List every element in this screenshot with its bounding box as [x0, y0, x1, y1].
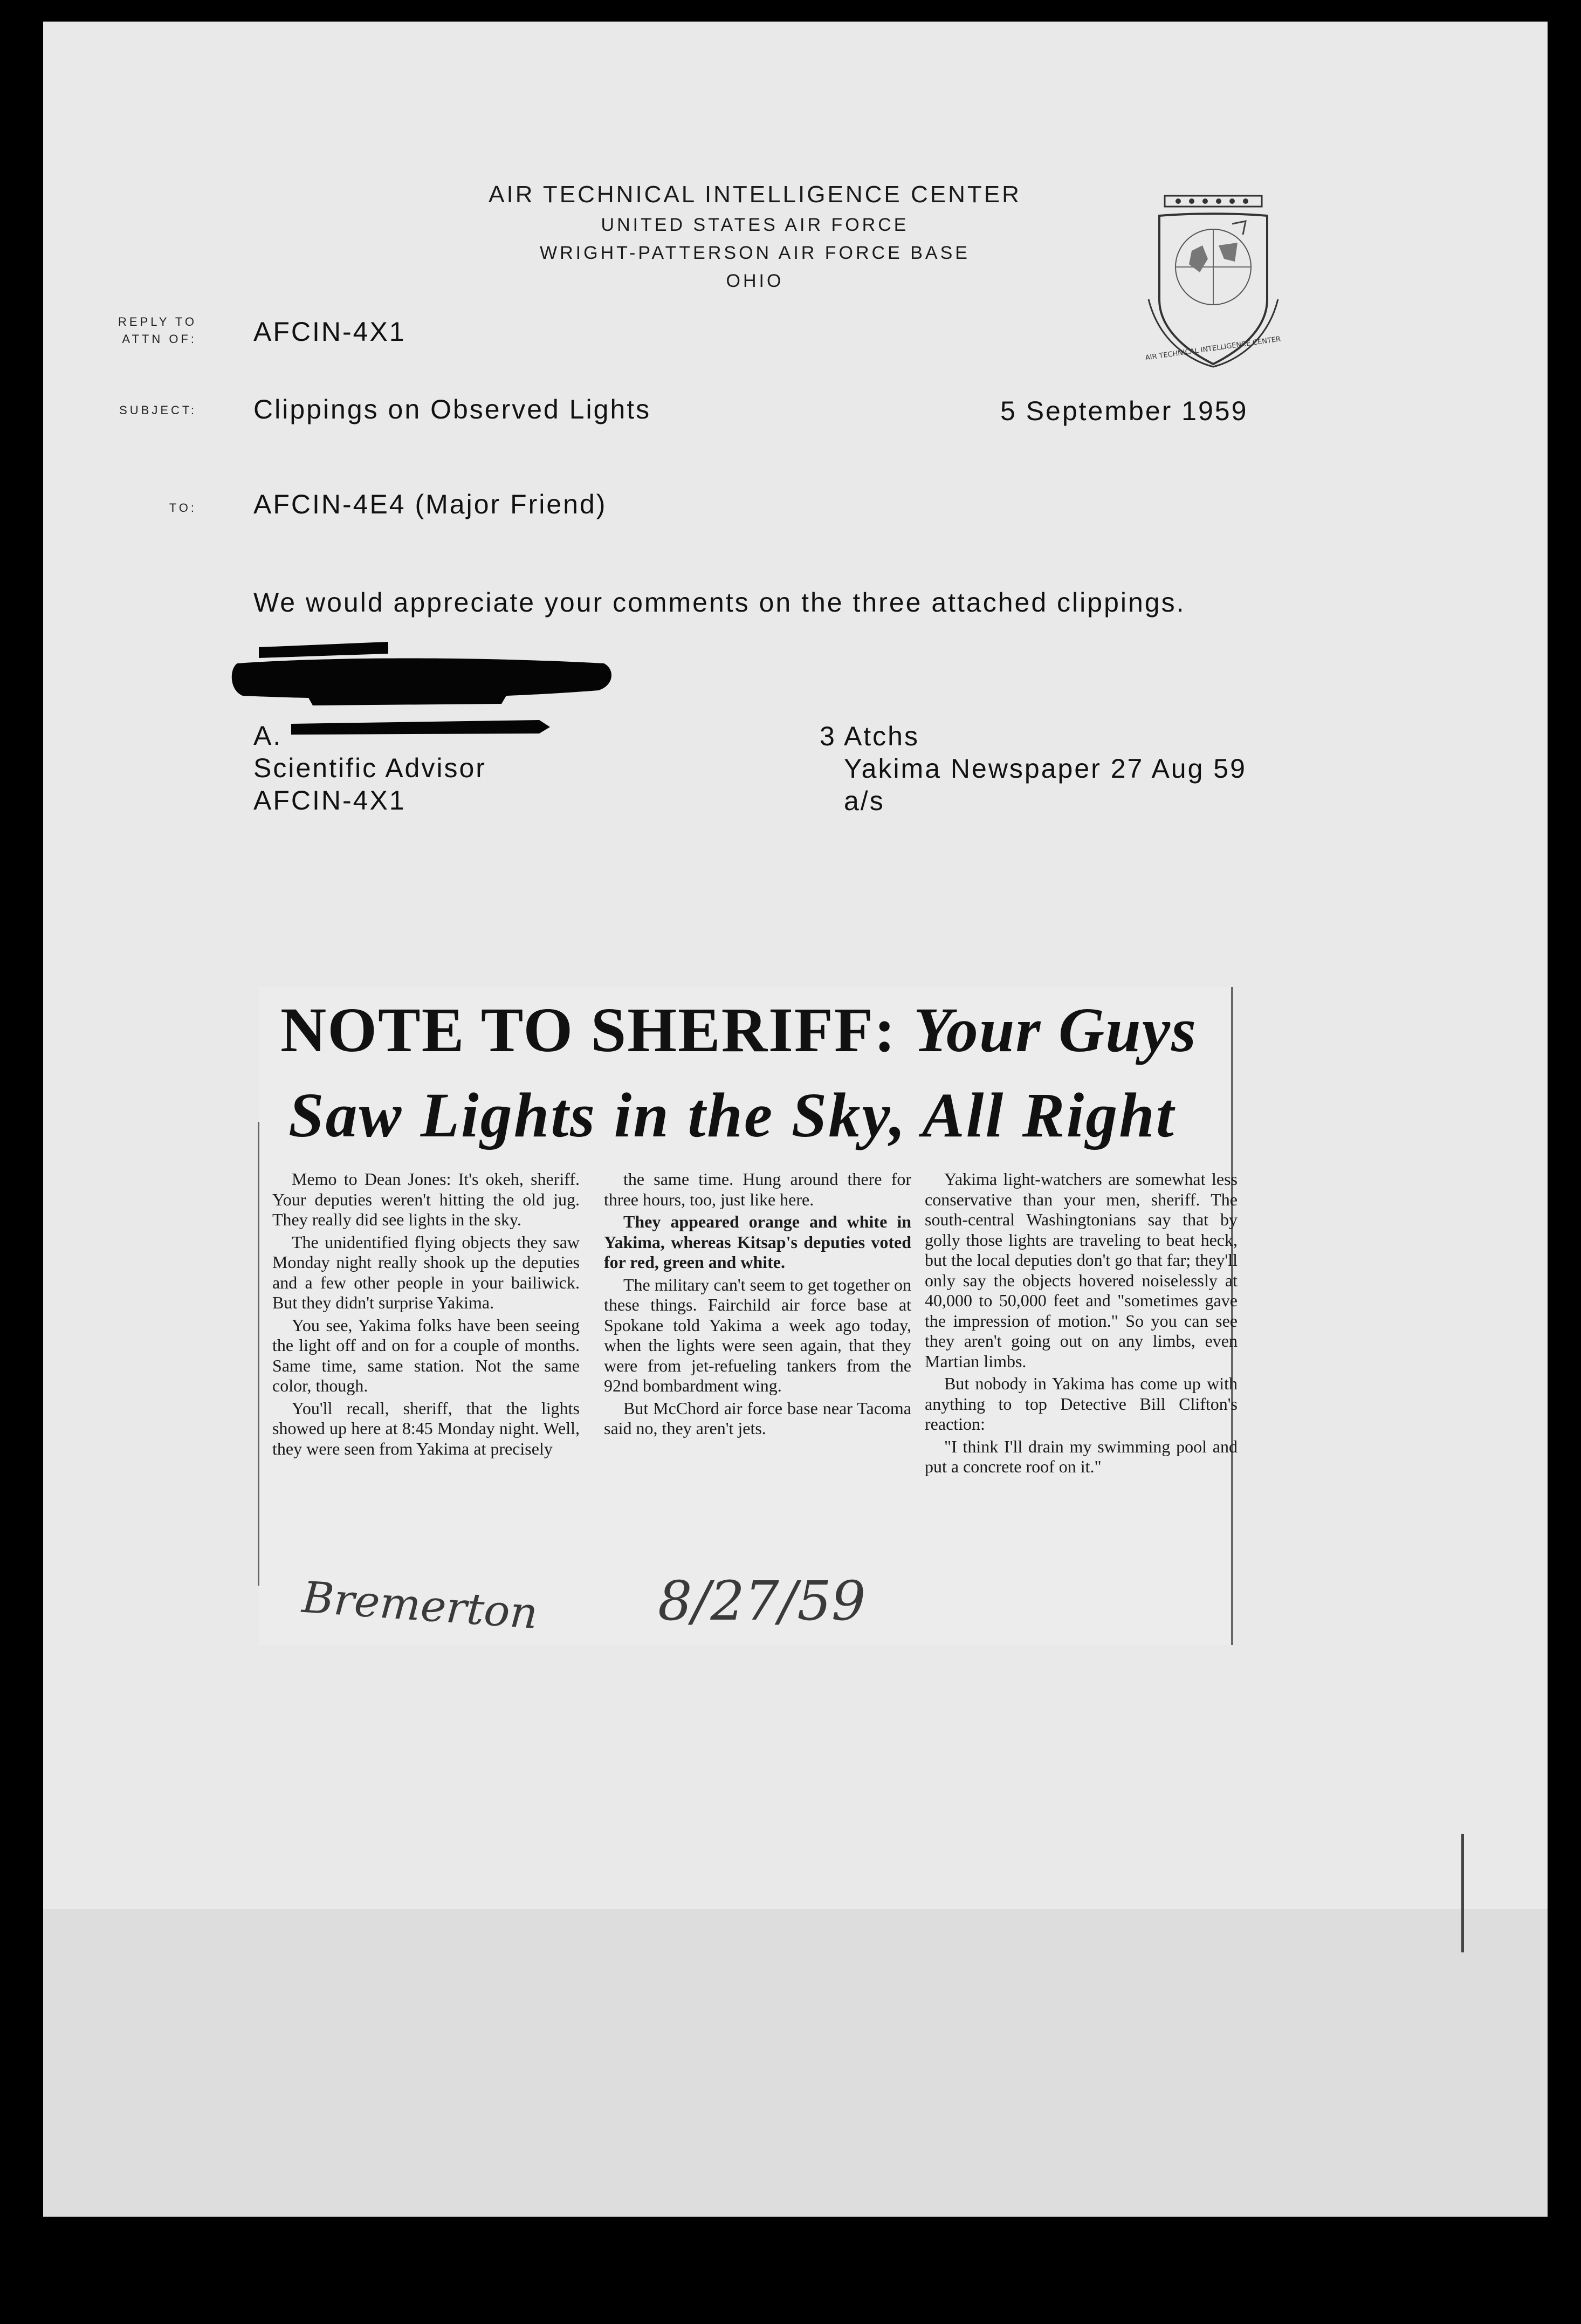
column-1-paragraph: Memo to Dean Jones: It's okeh, sheriff. Your deputies weren't hitting the old jug. They really did see lights in the sky. [272, 1169, 580, 1229]
column-2-paragraph: the same time. Hung around there for three hours, too, just like here. [604, 1169, 911, 1209]
attachment-2: a/s [844, 786, 885, 816]
attachments-count: 3 Atchs [820, 721, 919, 751]
signer-title: Scientific Advisor [253, 753, 486, 783]
column-1-paragraph: You see, Yakima folks have been seeing the light off and on for a couple of months. Same time, same station. Not the same color, though. [272, 1315, 580, 1395]
clipping-left-edge [258, 1122, 259, 1586]
page-bottom-shadow [43, 1909, 1548, 2217]
headline-part-2: Your Guys [913, 995, 1198, 1065]
column-2-paragraph: The military can't seem to get together on these things. Fairchild air force base at Spokane told Yakima a week ago today, when the lights were seen again, that they were from jet-refueling tankers from the 92nd bombardment wing. [604, 1274, 911, 1395]
redacted-signature [226, 631, 625, 750]
column-2-paragraph: But McChord air force base near Tacoma said no, they aren't jets. [604, 1398, 911, 1438]
subject-label: SUBJECT: [119, 403, 197, 417]
clipping-column-1 [272, 1169, 580, 1461]
column-1-paragraph: You'll recall, sheriff, that the lights showed up here at 8:45 Monday night. Well, they were seen from Yakima at precisely [272, 1398, 580, 1458]
to-label: TO: [169, 501, 197, 515]
column-3-paragraph: But nobody in Yakima has come up with anything to top Detective Bill Clifton's reaction: [925, 1374, 1238, 1434]
handwritten-date: 8/27/59 [658, 1569, 866, 1633]
clipping-column-2 [604, 1169, 911, 1441]
letterhead-line-1: AIR TECHNICAL INTELLIGENCE CENTER [489, 181, 1021, 208]
atic-seal-icon [1138, 191, 1289, 369]
letterhead-line-2: UNITED STATES AIR FORCE [601, 215, 909, 235]
clipping-headline-line-1 [280, 993, 1219, 1067]
svg-text:AIR TECHNICAL INTELLIGENCE CEN: AIR TECHNICAL INTELLIGENCE CENTER [1144, 335, 1282, 362]
column-1-paragraph: The unidentified flying objects they saw Monday night really shook up the deputies and a few other people in your bailiwick. But they didn't surprise Yakima. [272, 1232, 580, 1312]
headline-part-1: NOTE TO SHERIFF: [280, 995, 897, 1065]
column-3-paragraph: "I think I'll drain my swimming pool and put a concrete roof on it." [925, 1436, 1238, 1476]
column-3-paragraph: Yakima light-watchers are somewhat less conservative than your men, sheriff. The south-central Washingtonians say that by golly those lights are traveling to beat heck, but the local deputies don't go that far; they'll only say the objects hovered noiselessly at 40,000 to 50,000 feet and "sometimes gave the impression of motion." So you can see they aren't going out on any limbs, even Martian limbs. [925, 1169, 1238, 1371]
reply-to-value: AFCIN-4X1 [253, 317, 406, 347]
letterhead-line-3: WRIGHT-PATTERSON AIR FORCE BASE [540, 243, 970, 263]
attachment-1: Yakima Newspaper 27 Aug 59 [844, 753, 1247, 784]
to-value: AFCIN-4E4 (Major Friend) [253, 489, 607, 519]
signer-office: AFCIN-4X1 [253, 785, 406, 815]
memo-body: We would appreciate your comments on the three attached clippings. [253, 587, 1186, 618]
reply-to-label-line1: REPLY TO [118, 315, 197, 328]
clipping-headline-line-2: Saw Lights in the Sky, All Right [288, 1080, 1176, 1150]
clipping-column-3 [925, 1169, 1238, 1479]
column-2-paragraph: They appeared orange and white in Yakima, whereas Kitsap's deputies voted for red, green and white. [604, 1212, 911, 1272]
edge-mark [1461, 1834, 1464, 1952]
handwritten-location: Bremerton [300, 1572, 540, 1639]
reply-to-label-line2: ATTN OF: [122, 332, 197, 346]
letterhead-line-4: OHIO [726, 271, 784, 291]
subject-value: Clippings on Observed Lights [253, 394, 651, 424]
memo-date: 5 September 1959 [1000, 396, 1248, 426]
signer-initial: A. [253, 721, 283, 751]
